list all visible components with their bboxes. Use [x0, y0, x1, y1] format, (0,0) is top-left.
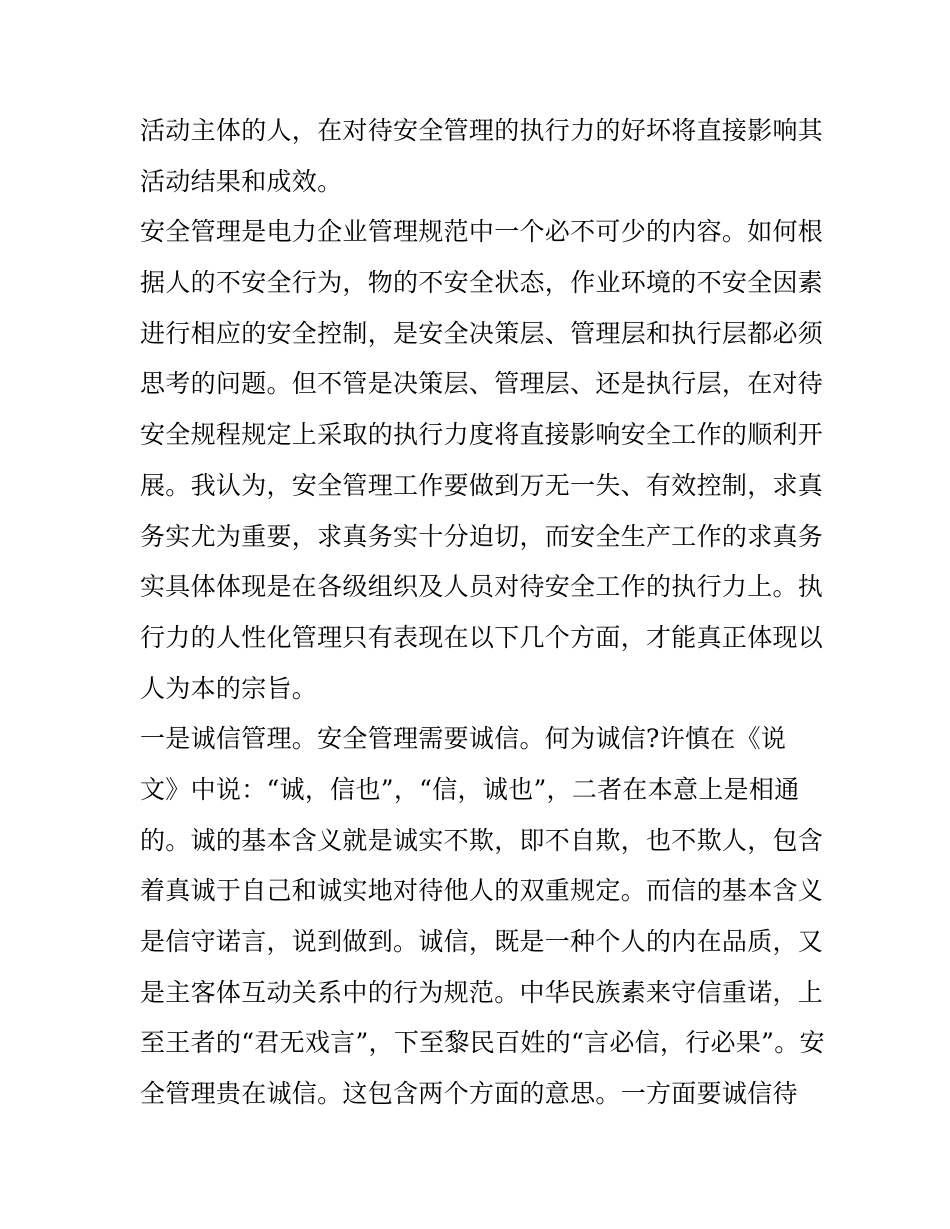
text-line: 活动主体的人，在对待安全管理的执行力的好坏将直接影响其 — [140, 116, 824, 145]
text-line: 安全规程规定上采取的执行力度将直接影响安全工作的顺利开 — [140, 420, 824, 450]
text-line: 文》中说：“诚，信也”，“信，诚也”，二者在本意上是相通 — [140, 774, 800, 804]
text-line: 是信守诺言，说到做到。诚信，既是一种个人的内在品质，又 — [140, 927, 824, 956]
text-line: 活动结果和成效。 — [140, 166, 343, 196]
text-line: 展。我认为，安全管理工作要做到万无一失、有效控制，求真 — [140, 470, 824, 500]
text-line: 至王者的“君无戏言”，下至黎民百姓的“言必信，行必果”。安 — [140, 1028, 825, 1058]
text-line: 安全管理是电力企业管理规范中一个必不可少的内容。如何根 — [140, 217, 824, 247]
text-line: 据人的不安全行为，物的不安全状态，作业环境的不安全因素 — [140, 268, 824, 298]
text-line: 思考的问题。但不管是决策层、管理层、还是执行层，在对待 — [140, 369, 824, 399]
text-line: 是主客体互动关系中的行为规范。中华民族素来守信重诺，上 — [140, 977, 824, 1007]
text-line: 行力的人性化管理只有表现在以下几个方面，才能真正体现以 — [140, 622, 824, 652]
text-line: 着真诚于自己和诚实地对待他人的双重规定。而信的基本含义 — [140, 876, 824, 906]
text-line: 实具体体现是在各级组织及人员对待安全工作的执行力上。执 — [140, 572, 824, 602]
document-body — [140, 106, 825, 1120]
text-line: 一是诚信管理。安全管理需要诚信。何为诚信?许慎在《说 — [140, 724, 787, 754]
text-line: 的。诚的基本含义就是诚实不欺，即不自欺，也不欺人，包含 — [140, 825, 824, 855]
text-line: 全管理贵在诚信。这包含两个方面的意思。一方面要诚信待 — [140, 1079, 798, 1109]
text-line: 进行相应的安全控制，是安全决策层、管理层和执行层都必须 — [140, 318, 824, 348]
text-line: 务实尤为重要，求真务实十分迫切，而安全生产工作的求真务 — [140, 521, 824, 551]
text-line: 人为本的宗旨。 — [140, 673, 318, 703]
